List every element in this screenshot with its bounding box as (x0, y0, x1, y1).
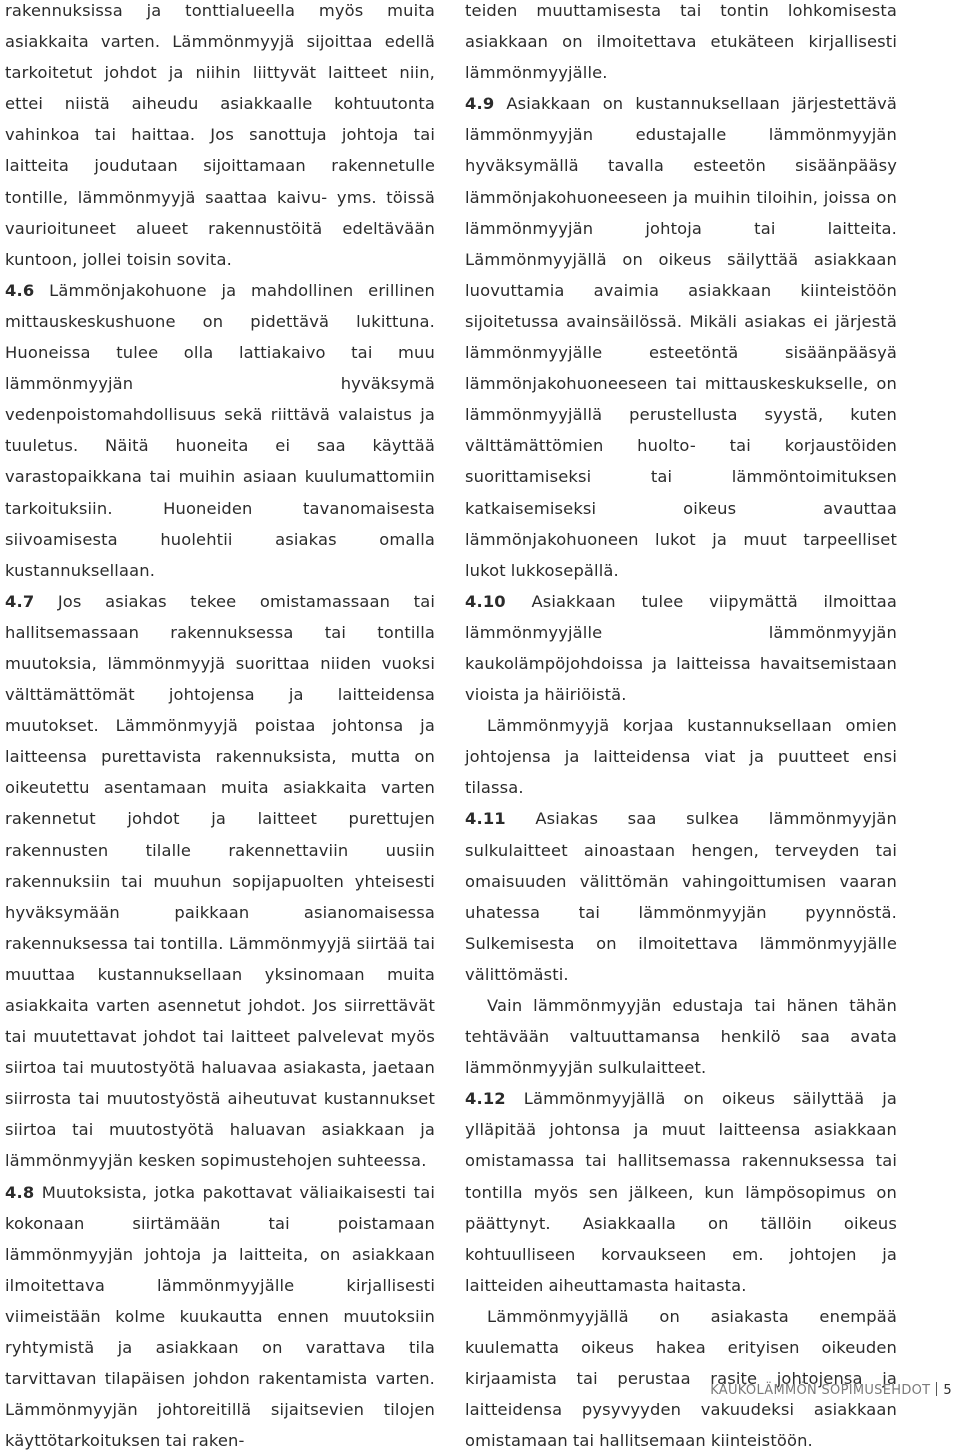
paragraph-continued: rakennuksissa ja tonttialueella myös muita asiakkaita varten. Lämmönmyyjä sijoittaa edellä tarkoitetut johdot ja niihin liittyvät laitteet niin, ettei niistä aiheudu asiakkaalle kohtuutonta vahinkoa tai haittaa. Jos sanottuja johtoja tai laitteita joudutaan sijoittamaan rakennetulle tontille, lämmönmyyjä saattaa kaivu- yms. töissä vaurioituneet alueet rakennustöitä edeltävään kuntoon, jollei toisin sovita. (5, 1, 435, 269)
section-4-9 (465, 88, 897, 586)
section-number: 4.10 (465, 591, 506, 611)
section-text: Asiakkaan tulee viipymättä ilmoittaa lämmönmyyjälle lämmönmyyjän kaukolämpöjohdoissa ja laitteissa havaitsemistaan vioista ja häiriöistä. (465, 591, 897, 705)
section-number: 4.9 (465, 94, 495, 114)
section-number: 4.6 (5, 280, 35, 300)
section-number: 4.7 (5, 591, 35, 611)
left-column (5, 0, 435, 1456)
footer-separator (936, 1382, 937, 1396)
section-4-6 (5, 275, 435, 586)
footer-title: KAUKOLÄMMÖN SOPIMUSEHDOT (710, 1383, 931, 1398)
section-4-10-paragraph-2: Lämmönmyyjä korjaa kustannuksellaan omien johtojensa ja laitteidensa viat ja puutteet ensi tilassa. (465, 716, 897, 798)
section-4-12-paragraph-2: Lämmönmyyjällä on asiakasta enempää kuulematta oikeus hakea erityisen oikeuden kirjaamista tai perustaa rasite johtojensa ja laitteidensa pysyvyyden vakuudeksi asiakkaan omistamaan tai hallitsemaan kiinteistöön. (465, 1306, 897, 1451)
section-text: Lämmönjakohuone ja mahdollinen erillinen mittauskeskushuone on pidettävä lukittuna. Huoneissa tulee olla lattiakaivo tai muu lämmönmyyjän hyväksymä vedenpoistomahdollisuus sekä riittävä valaistus ja tuuletus. Näitä huoneita ei saa käyttää varastopaikkana tai muihin asiaan kuulumattomiin tarkoituksiin. Huoneiden tavanomaisesta siivoamisesta huolehtii asiakas omalla kustannuksellaan. (5, 280, 435, 580)
section-number: 4.12 (465, 1089, 506, 1109)
section-text: Muutoksista, jotka pakottavat väliaikaisesti tai kokonaan siirtämään tai poistamaan lämmönmyyjän johtoja ja laitteita, on asiakkaan ilmoitettava lämmönmyyjälle kirjallisesti viimeistään kolme kuukautta ennen muutoksiin ryhtymistä ja asiakkaan on varattava tila tarvittavan tilapäisen johdon rakentamista varten. Lämmönmyyjän johtoreitillä sijaitsevien tilojen käyttötarkoituksen tai raken- (5, 1182, 435, 1451)
section-4-8 (5, 1177, 435, 1456)
paragraph-continued: teiden muuttamisesta tai tontin lohkomisesta asiakkaan on ilmoitettava etukäteen kirjallisesti lämmönmyyjälle. (465, 1, 897, 83)
section-text: Lämmönmyyjällä on oikeus säilyttää ja ylläpitää johtonsa ja muut laitteensa asiakkaan omistamassa tai hallitsemassa rakennuksessa tai tontilla myös sen jälkeen, kun lämpösopimus on päättynyt. Asiakkaalla on tällöin oikeus kohtuulliseen korvaukseen em. johtojen ja laitteiden aiheuttamasta haitasta. (465, 1089, 897, 1295)
section-4-7 (5, 586, 435, 1177)
right-column (465, 0, 897, 1456)
page-number: 5 (943, 1383, 952, 1398)
section-4-12 (465, 1083, 897, 1301)
page-footer (710, 1381, 952, 1401)
section-4-11 (465, 803, 897, 990)
section-4-11-paragraph-2: Vain lämmönmyyjän edustaja tai hänen tähän tehtävään valtuuttamansa henkilö saa avata lämmönmyyjän sulkulaitteet. (465, 996, 897, 1078)
section-text: Asiakas saa sulkea lämmönmyyjän sulkulaitteet ainoastaan hengen, terveyden tai omaisuuden välittömän vahingoittumisen vaaran uhatessa tai lämmönmyyjän pyynnöstä. Sulkemisesta on ilmoitettava lämmönmyyjälle välittömästi. (465, 809, 897, 984)
section-number: 4.8 (5, 1182, 35, 1202)
section-4-10 (465, 586, 897, 710)
section-text: Asiakkaan on kustannuksellaan järjestettävä lämmönmyyjän edustajalle lämmönmyyjän hyväksymällä tavalla esteetön sisäänpääsy lämmönjakohuoneeseen ja muihin tiloihin, joissa on lämmönmyyjän johtoja tai laitteita. Lämmönmyyjällä on oikeus säilyttää asiakkaan luovuttamia avaimia asiakkaan kiinteistöön sijoitetussa avainsäilössä. Mikäli asiakas ei järjestä lämmönmyyjälle esteetöntä sisäänpääsyä lämmönjakohuoneeseen tai mittauskeskukselle, on lämmönmyyjällä perustellusta syystä, kuten välttämättömien huolto- tai korjaustöiden suorittamiseksi tai lämmöntoimituksen katkaisemiseksi oikeus avauttaa lämmönjakohuoneen lukot ja muut tarpeelliset lukot lukkosepällä. (465, 94, 897, 580)
section-number: 4.11 (465, 809, 506, 829)
section-text: Jos asiakas tekee omistamassaan tai hallitsemassaan rakennuksessa tai tontilla muutoksia, lämmönmyyjä suorittaa niiden vuoksi välttämättömät johtojensa ja laitteidensa muutokset. Lämmönmyyjä poistaa johtonsa ja laitteensa purettavista rakennuksista, mutta on oikeutettu asentamaan muita asiakkaita varten rakennetut johdot ja laitteet purettujen rakennusten tilalle rakennettaviin uusiin rakennuksiin tai muuhun sopijapuolten yhteisesti hyväksymään paikkaan asianomaisessa rakennuksessa tai tontilla. Lämmönmyyjä siirtää tai muuttaa kustannuksellaan yksinomaan muita asiakkaita varten asennetut johdot. Jos siirrettävät tai muutettavat johdot tai laitteet palvelevat myös siirtoa tai muutostyötä haluavaa asiakasta, jaetaan siirrosta tai muutostyöstä aiheutuvat kustannukset siirtoa tai muutostyötä haluavan asiakkaan ja lämmönmyyjän kesken sopimustehojen suhteessa. (5, 591, 435, 1171)
